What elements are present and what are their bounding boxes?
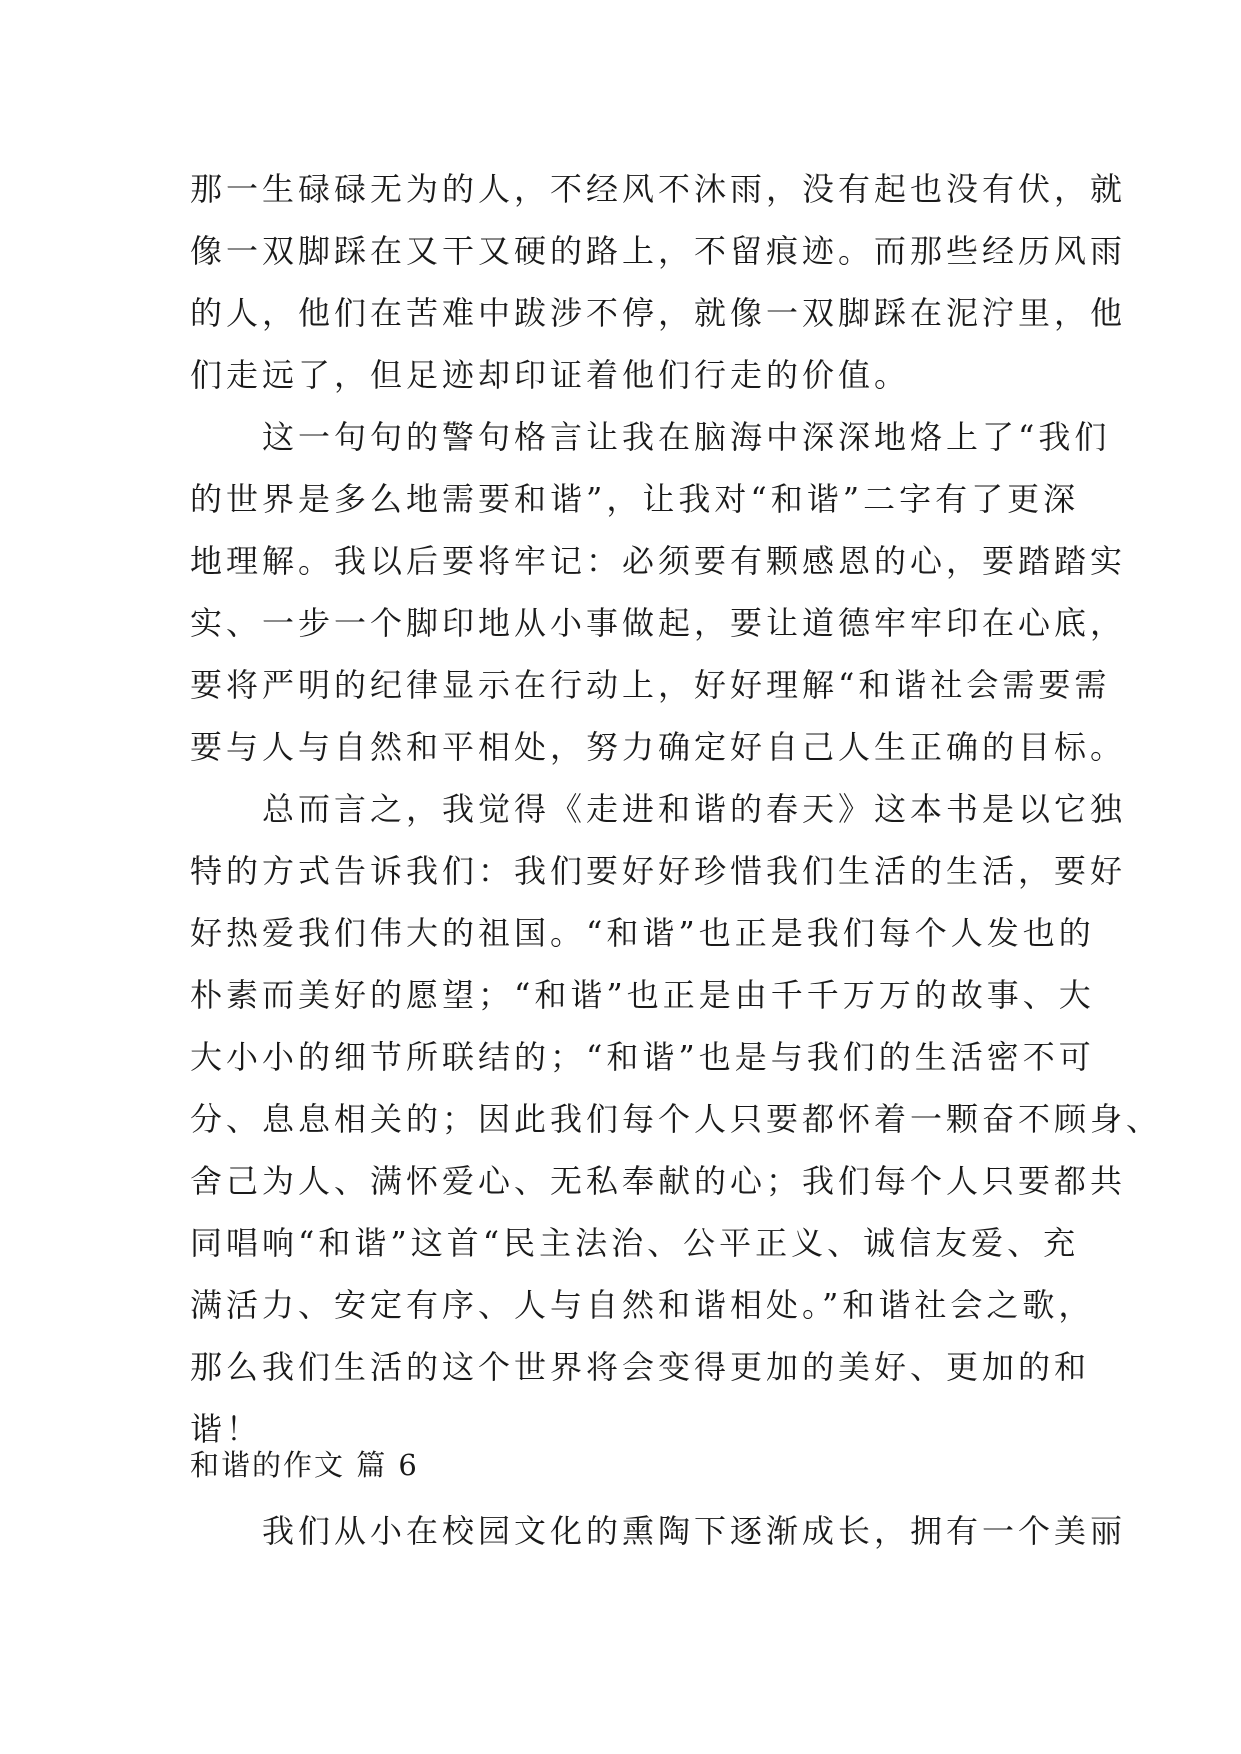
text-line: 地理解。我以后要将牢记：必须要有颗感恩的心，要踏踏实 bbox=[190, 542, 1127, 580]
text-line: 像一双脚踩在又干又硬的路上，不留痕迹。而那些经历风雨 bbox=[190, 232, 1127, 270]
text-line: 那一生碌碌无为的人，不经风不沐雨，没有起也没有伏，就 bbox=[190, 170, 1127, 208]
text-line: 同唱响“和谐”这首“民主法治、公平正义、诚信友爱、充 bbox=[190, 1224, 1080, 1262]
text-line: 实、一步一个脚印地从小事做起，要让道德牢牢印在心底， bbox=[190, 604, 1127, 642]
section-heading: 和谐的作文 篇 6 bbox=[190, 1448, 419, 1482]
essay-body bbox=[190, 158, 1163, 1460]
text-line: 特的方式告诉我们：我们要好好珍惜我们生活的生活，要好 bbox=[190, 852, 1127, 890]
text-line: 朴素而美好的愿望；“和谐”也正是由千千万万的故事、大 bbox=[190, 976, 1095, 1014]
text-line: 的世界是多么地需要和谐”，让我对“和谐”二字有了更深 bbox=[190, 480, 1080, 518]
paragraph-start-line: 这一句句的警句格言让我在脑海中深深地烙上了“我们 bbox=[262, 418, 1111, 456]
text-line: 好热爱我们伟大的祖国。“和谐”也正是我们每个人发也的 bbox=[190, 914, 1095, 952]
text-line: 要与人与自然和平相处，努力确定好自己人生正确的目标。 bbox=[190, 728, 1127, 766]
text-line: 分、息息相关的；因此我们每个人只要都怀着一颗奋不顾身、 bbox=[190, 1100, 1163, 1138]
text-line: 谐！ bbox=[190, 1410, 263, 1448]
text-line: 要将严明的纪律显示在行动上，好好理解“和谐社会需要需 bbox=[190, 666, 1111, 704]
text-line: 舍己为人、满怀爱心、无私奉献的心；我们每个人只要都共 bbox=[190, 1162, 1127, 1200]
paragraph-start-line: 总而言之，我觉得《走进和谐的春天》这本书是以它独 bbox=[262, 790, 1127, 828]
next-essay-body bbox=[190, 1500, 1127, 1562]
text-line: 满活力、安定有序、人与自然和谐相处。”和谐社会之歌， bbox=[190, 1286, 1095, 1324]
text-line: 们走远了，但足迹却印证着他们行走的价值。 bbox=[190, 356, 911, 394]
text-line: 的人，他们在苦难中跋涉不停，就像一双脚踩在泥泞里，他 bbox=[190, 294, 1127, 332]
paragraph-start-line: 我们从小在校园文化的熏陶下逐渐成长，拥有一个美丽 bbox=[262, 1512, 1127, 1550]
text-line: 大小小的细节所联结的；“和谐”也是与我们的生活密不可 bbox=[190, 1038, 1095, 1076]
text-line: 那么我们生活的这个世界将会变得更加的美好、更加的和 bbox=[190, 1348, 1091, 1386]
